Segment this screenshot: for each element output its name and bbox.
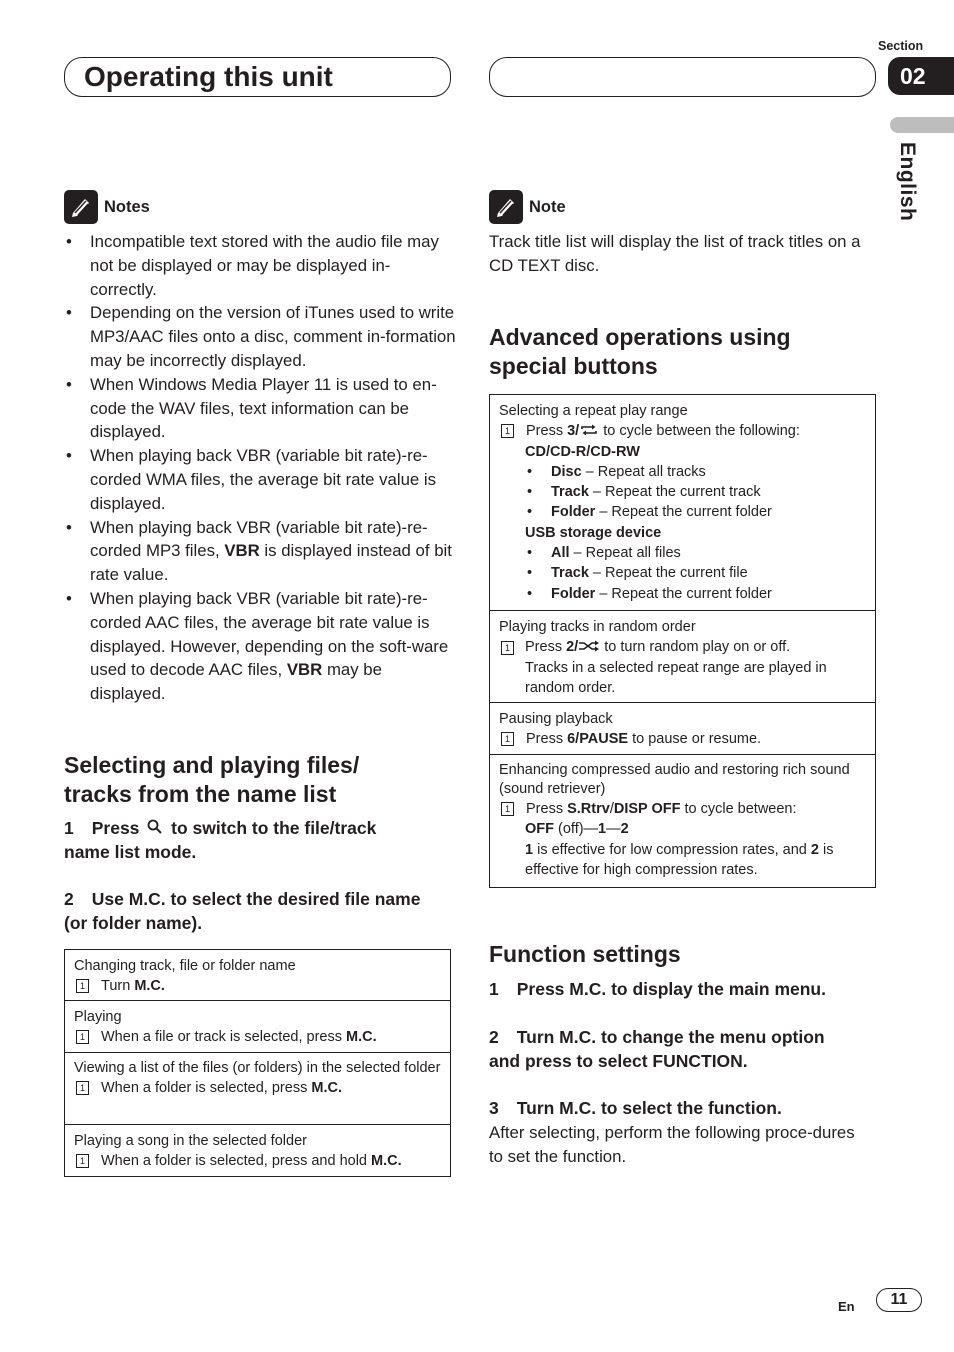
list-item: • Folder – Repeat the current folder (499, 502, 866, 522)
list-item: • Disc – Repeat all tracks (499, 462, 866, 482)
header-blank-frame (489, 57, 876, 97)
name-list-heading: Selecting and playing files/ tracks from the name list (64, 752, 360, 807)
note-heading (489, 190, 566, 224)
table-row-sound-retriever: Enhancing compressed audio and restoring rich sound (sound retriever) 1 Press S.Rtrv/DISP OFF to cycle between: OFF (off)—1—2 1 is effective for low compression rates, and 2 is effective for high compression rates. (499, 762, 850, 878)
notes-heading (64, 190, 150, 224)
language-label: English (896, 142, 919, 222)
random-icon (578, 640, 600, 652)
name-list-step-1: 1 Press to switch to the file/track name list mode. (64, 818, 377, 862)
name-list-step-2: 2 Use M.C. to select the desired file name (or folder name). (64, 889, 421, 933)
list-item: • Track – Repeat the current track (499, 482, 866, 502)
list-item: • Folder – Repeat the current folder (499, 584, 866, 604)
function-step-3: 3 Turn M.C. to select the function. (489, 1098, 782, 1118)
function-after-text: After selecting, perform the following proce-dures to set the function. (489, 1123, 855, 1166)
table-row-repeat: Selecting a repeat play range 1 Press 3/ to cycle between the following: CD/CD-R/CD-RW • Disc – Repeat all tracks • Track – Repeat the current track • Folder – Repeat the current folder USB storage device • All – Repeat all files • Track – Repeat the current file • Folder – Repeat the current folder (490, 395, 875, 611)
repeat-icon (579, 424, 599, 436)
table-row: Playing a song in the selected folder 1 When a folder is selected, press and hold M.C. (74, 1133, 402, 1170)
page-number: 11 (876, 1288, 922, 1312)
advanced-heading: Advanced operations using special buttons (489, 324, 791, 379)
function-step-2: 2 Turn M.C. to change the menu option and press to select FUNCTION. (489, 1027, 825, 1071)
pencil-icon (64, 190, 98, 224)
list-item: • When playing back VBR (variable bit rate)-re-corded AAC files, the average bit rate value is displayed. However, depending on the soft-ware used to decode AAC files, VBR may be displayed. (64, 587, 456, 706)
table-row: Viewing a list of the files (or folders) in the selected folder 1 When a folder is selected, press M.C. (65, 1053, 450, 1125)
table-row-pause: Pausing playback 1 Press 6/PAUSE to pause or resume. (490, 703, 875, 755)
notes-heading-text: Notes (104, 197, 150, 216)
pencil-icon (489, 190, 523, 224)
list-item: • Incompatible text stored with the audio file may not be displayed or may be displayed in-correctly. (64, 230, 456, 301)
notes-list (64, 230, 456, 706)
note-heading-text: Note (529, 197, 566, 216)
list-item: • When playing back VBR (variable bit rate)-re-corded WMA files, the average bit rate value is displayed. (64, 444, 456, 515)
search-icon (146, 819, 164, 835)
page-title: Operating this unit (84, 61, 333, 92)
table-row: Playing 1 When a file or track is selected, press M.C. (65, 1001, 450, 1053)
advanced-table (489, 394, 876, 888)
list-item: • Track – Repeat the current file (499, 563, 866, 583)
table-row-random: Playing tracks in random order 1 Press 2/ to turn random play on or off. Tracks in a selected repeat range are played in random order. (490, 611, 875, 703)
list-item: • When Windows Media Player 11 is used to en-code the WAV files, text information can be displayed. (64, 373, 456, 444)
list-item: • All – Repeat all files (499, 543, 866, 563)
function-heading: Function settings (489, 941, 681, 967)
function-step-1: 1 Press M.C. to display the main menu. (489, 979, 826, 999)
name-list-table (64, 949, 451, 1177)
list-item: • Depending on the version of iTunes used to write MP3/AAC files onto a disc, comment in-formation may be incorrectly displayed. (64, 301, 456, 372)
note-text: Track title list will display the list of track titles on a CD TEXT disc. (489, 232, 861, 275)
language-tab (890, 117, 954, 133)
section-number: 02 (888, 57, 954, 95)
table-row: Changing track, file or folder name 1 Turn M.C. (65, 950, 450, 1001)
footer-language: En (838, 1299, 855, 1314)
list-item: • When playing back VBR (variable bit rate)-re-corded MP3 files, VBR is displayed instead of bit rate value. (64, 516, 456, 587)
section-label: Section (878, 39, 924, 53)
